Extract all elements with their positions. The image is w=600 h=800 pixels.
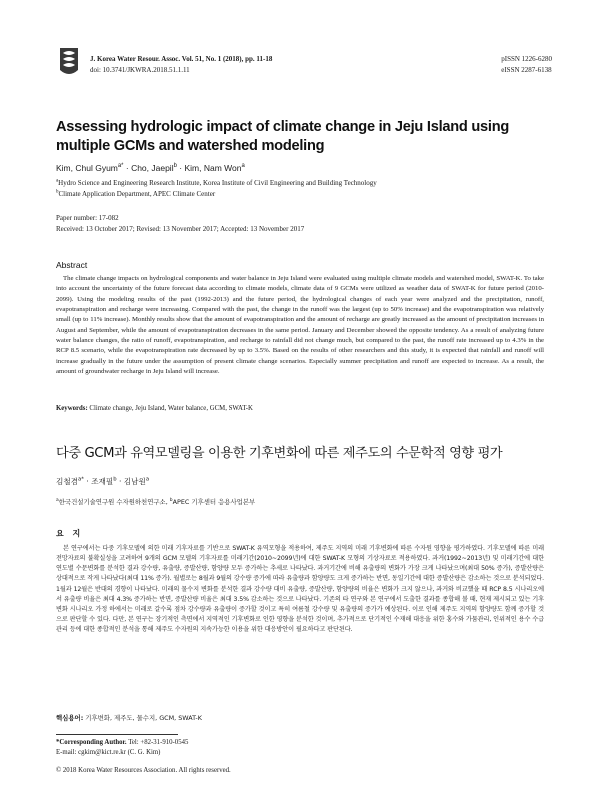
affiliation-text: APEC 기후센터 응용사업본부: [172, 498, 256, 506]
journal-citation: [90, 54, 272, 76]
author-affiliation-mark: b: [113, 476, 117, 483]
paper-dates: Received: 13 October 2017; Revised: 13 November 2017; Accepted: 13 November 2017: [56, 225, 305, 233]
corresponding-author-line: [56, 738, 188, 748]
journal-logo-icon: [56, 44, 82, 78]
authors-english: [56, 163, 245, 173]
affiliation-mark: a: [56, 178, 59, 184]
issn-block: [501, 54, 552, 76]
author-separator: ·: [176, 163, 185, 173]
author-name: 조재필: [91, 477, 114, 486]
affiliations-korean: [56, 497, 255, 506]
author-name: Cho, Jaepil: [131, 163, 174, 173]
korean-abstract-heading: 요 지: [56, 529, 84, 538]
author-affiliation-mark: a: [241, 163, 245, 170]
affiliations-english: [56, 178, 546, 199]
author-name: 김남원: [123, 477, 146, 486]
title-english: Assessing hydrologic impact of climate change in Jeju Island using multiple GCMs and watershed modeling: [56, 119, 510, 154]
affiliation-mark: a: [56, 497, 59, 503]
author-name: Kim, Nam Won: [184, 163, 242, 173]
journal-line: J. Korea Water Resour. Assoc. Vol. 51, No. 1 (2018), pp. 11-18: [90, 55, 273, 63]
korean-abstract-body: 본 연구에서는 다중 기후모델에 의한 미래 기후자료를 기반으로 SWAT-K 유역모형을 적용하여, 제주도 지역의 미래 기후변화에 따른 수자원 영향을 평가하였다. 기후모델에 따른 미래 전망자료의 불확실성을 고려하여 9개의 GCM 모델의 기후자료를 미래기간(2010~2099년)에 대한 SWAT-K 모형의 기상자료로 적용하였다. 과거(1992~2013년) 및 미래기간에 대한 연도별 수문변화를 분석한 결과 강수량, 유출량, 증발산량, 함양량 모두 증가하는 추세로 나타났다. 과거기간에 비해 유출량의 변화가 가장 크게 나타났으며(최대 50% 증가), 증발산량은 상대적으로 작게 나타났다(최대 11% 증가). 월별로는 8월과 9월의 강수량 증가에 따라 유출량과 함양량도 크게 증가하는 반면, 동일기간에 대한 증발산량은 감소하는 것으로 분석되었다. 1월과 12월은 반대의 경향이 나타났다. 미래의 물수지 변화를 분석한 결과 강수량 대비 유출량, 증발산량, 함양량의 비율은 변화가 크지 않으나, 과거와 비교했을 때 RCP 8.5 시나리오에서 유출량 비율은 최대 4.3% 증가하는 반면, 증발산량 비율은 최대 3.5% 감소하는 것으로 나타났다. 기존의 타 연구와 본 연구에서 도출한 결과를 종합해 볼 때, 현재 제시되고 있는 기후변화 시나리오 가정 하에서는 미래로 갈수록 점차 강수량과 유출량이 증가할 것이고 특히 여름철 강수량 및 유출량의 증가가 예상된다. 이로 인해 제주도 지역의 함양량도 함께 증가할 것으로 판단할 수 있다. 다만, 본 연구는 장기적인 측면에서 지역적인 기후변화로 인한 영향을 분석한 것이며, 추가적으로 단기적인 수재해 대응을 위한 홍수와 가뭄관리, 인위적인 용수 수급 관리 등에 대한 종합적인 분석을 통해 제주도 수자원의 지속가능한 이용을 위한 대응방안이 필요하다고 판단된다.: [56, 545, 544, 634]
authors-korean: [56, 476, 149, 487]
abstract-body: The climate change impacts on hydrological components and water balance in Jeju Island were evaluated using multiple climate models and watershed model, SWAT-K. To take into account the uncertainty of the future forecast data according to climate models, climate data of 9 GCMs were utilized as weather data of SWAT-K for future period (2010-2099). Using the modeling results of the past (1992-2013) and the future period, the hydrological changes of each year were analyzed and the precipitation, runoff, evapotranspiration and recharge were increasing. Compared with the past, the change in the runoff was the largest (up to 50% increase) and the evapotranspiration was relatively small (up to 11% increase). Monthly results show that the amount of evapotranspiration and the amount of recharge are greatly increased as the amount of precipitation increases in August and September, while the amount of evapotranspiration decreases in the same period. January and December showed the opposite tendency. As a result of analyzing future water balance changes, the ratio of runoff, evapotranspiration, and recharge to rainfall did not change much, but compared to the past, the runoff rate increased up to 4.3% in the RCP 8.5 scenario, while the evapotranspiration rate decreased by up to 3.5%. Based on the results of other researchers and this study, it is expected that rainfall and runoff will increase gradually in the future under the assumption of present climate change scenarios. Especially summer precipitation and runoff are expected to increase. As a result, the amount of groundwater recharge in Jeju Island will increase.: [56, 275, 544, 376]
telephone: Tel: +82-31-910-0545: [126, 739, 189, 746]
email-line: E-mail: cgkim@kict.re.kr (C. G. Kim): [56, 749, 161, 756]
author-affiliation-mark: b: [173, 163, 177, 170]
paper-metadata: [56, 213, 304, 235]
author-separator: ·: [116, 477, 124, 486]
affiliation-mark: b: [169, 497, 173, 503]
title-korean: 다중 GCM과 유역모델링을 이용한 기후변화에 따른 제주도의 수문학적 영향 평가: [56, 446, 503, 461]
corresponding-label: *Corresponding Author.: [56, 739, 127, 746]
keywords-list: 기후변화, 제주도, 물수지, GCM, SWAT-K: [83, 714, 202, 722]
correspondence-footnote: [56, 738, 188, 758]
author-affiliation-mark: a: [145, 476, 150, 483]
author-affiliation-mark: a*: [78, 476, 84, 483]
affiliation-a: [56, 178, 546, 189]
author-separator: ·: [83, 477, 92, 486]
pissn: pISSN 1226-6280: [501, 55, 552, 63]
doi-line: doi: 10.3741/JKWRA.2018.51.1.11: [90, 66, 190, 74]
abstract-heading: Abstract: [56, 260, 88, 270]
author-affiliation-mark: a*: [117, 163, 124, 170]
affiliation-b: [56, 189, 546, 200]
author-name: Kim, Chul Gyum: [56, 163, 118, 173]
journal-header: [56, 44, 552, 84]
affiliation-text: 한국건설기술연구원 수자원하천연구소,: [58, 498, 170, 506]
copyright-notice: © 2018 Korea Water Resources Association. All rights reserved.: [56, 767, 231, 774]
footnote-divider: [56, 734, 178, 735]
keywords-list: Climate change, Jeju Island, Water balance, GCM, SWAT-K: [87, 405, 253, 412]
author-name: 김철겸: [56, 477, 79, 486]
affiliation-mark: b: [56, 189, 59, 195]
keywords-english: [56, 405, 253, 412]
affiliation-text: Climate Application Department, APEC Climate Center: [58, 189, 216, 198]
keywords-label: 핵심용어:: [56, 714, 84, 722]
paper-number: Paper number: 17-082: [56, 214, 119, 222]
keywords-label: Keywords:: [56, 405, 88, 412]
eissn: eISSN 2287-6138: [501, 66, 552, 74]
affiliation-text: Hydro Science and Engineering Research Institute, Korea Institute of Civil Engineering and Building Technology: [58, 179, 377, 187]
author-separator: ·: [123, 163, 132, 173]
keywords-korean: [56, 713, 202, 722]
